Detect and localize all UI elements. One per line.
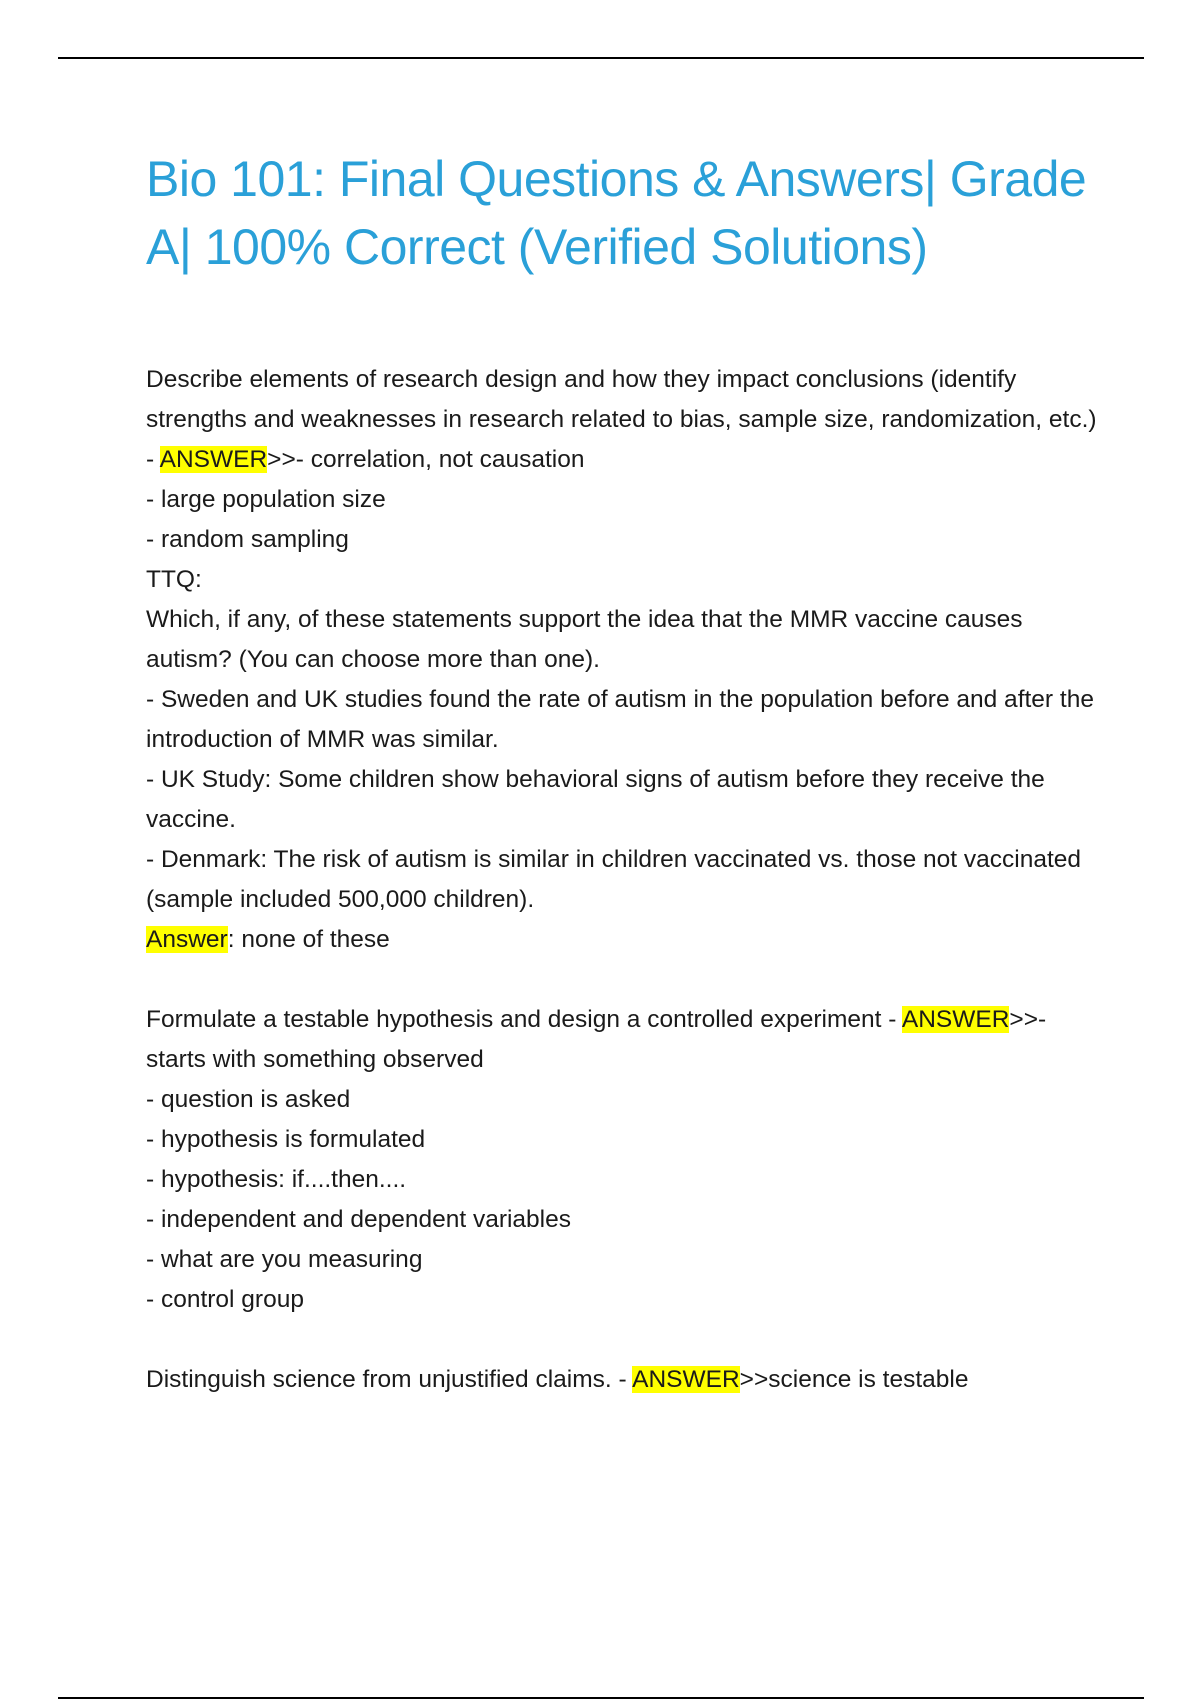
question-text [146, 360, 1106, 480]
answer-line: - control group [146, 1286, 304, 1313]
question-prompt: Formulate a testable hypothesis and design a controlled experiment - [146, 1006, 902, 1033]
answer-line: - UK Study: Some children show behavioral signs of autism before they receive the vaccine. [146, 766, 1045, 833]
footer-rule [58, 1697, 1144, 1699]
final-answer-text: : none of these [227, 926, 390, 953]
answer-marker: ANSWER [159, 446, 268, 473]
answer-line: - independent and dependent variables [146, 1206, 572, 1233]
question-prompt: Describe elements of research design and how they impact conclusions (identify strengths and weaknesses in research related to bias, sample size, randomization, etc.) - [146, 366, 1097, 473]
answer-line: - Sweden and UK studies found the rate of autism in the population before and after the introduction of MMR was similar. [146, 686, 1094, 753]
document-body [146, 360, 1106, 1400]
answer-line: - large population size [146, 486, 386, 513]
answer-marker: ANSWER [901, 1006, 1010, 1033]
document-title [146, 145, 1106, 281]
answer-line: Which, if any, of these statements support the idea that the MMR vaccine causes autism? (You can choose more than one). [146, 606, 1023, 673]
question-block-1 [146, 360, 1106, 960]
question-text [146, 1000, 1106, 1080]
answer-line: - question is asked [146, 1086, 351, 1113]
answer-head: >>- correlation, not causation [267, 446, 585, 473]
header-rule [58, 57, 1144, 59]
paragraph-gap [146, 960, 1106, 1000]
answer-line: - random sampling [146, 526, 349, 553]
answer-line: - Denmark: The risk of autism is similar in children vaccinated vs. those not vaccinated (sample included 500,000 children). [146, 846, 1082, 913]
question-prompt: Distinguish science from unjustified claims. - [146, 1366, 633, 1393]
answer-head: >>science is testable [739, 1366, 969, 1393]
answer-line: - hypothesis is formulated [146, 1126, 426, 1153]
final-answer-line [146, 920, 1106, 960]
answer-line: - hypothesis: if....then.... [146, 1166, 407, 1193]
question-block-3 [146, 1360, 1106, 1400]
final-answer-marker: Answer [146, 926, 228, 953]
paragraph-gap [146, 1320, 1106, 1360]
answer-line: TTQ: [146, 566, 202, 593]
title-part-2: Questions & Answers| Grade A| 100% Correct (Verified Solutions) [146, 151, 1087, 275]
answer-head: >>- starts with something observed [146, 1006, 1047, 1073]
answer-marker: ANSWER [632, 1366, 740, 1393]
title-part-1: Bio 101: Final [146, 151, 445, 207]
question-block-2 [146, 1000, 1106, 1320]
answer-line: - what are you measuring [146, 1246, 423, 1273]
question-text [146, 1360, 1106, 1400]
